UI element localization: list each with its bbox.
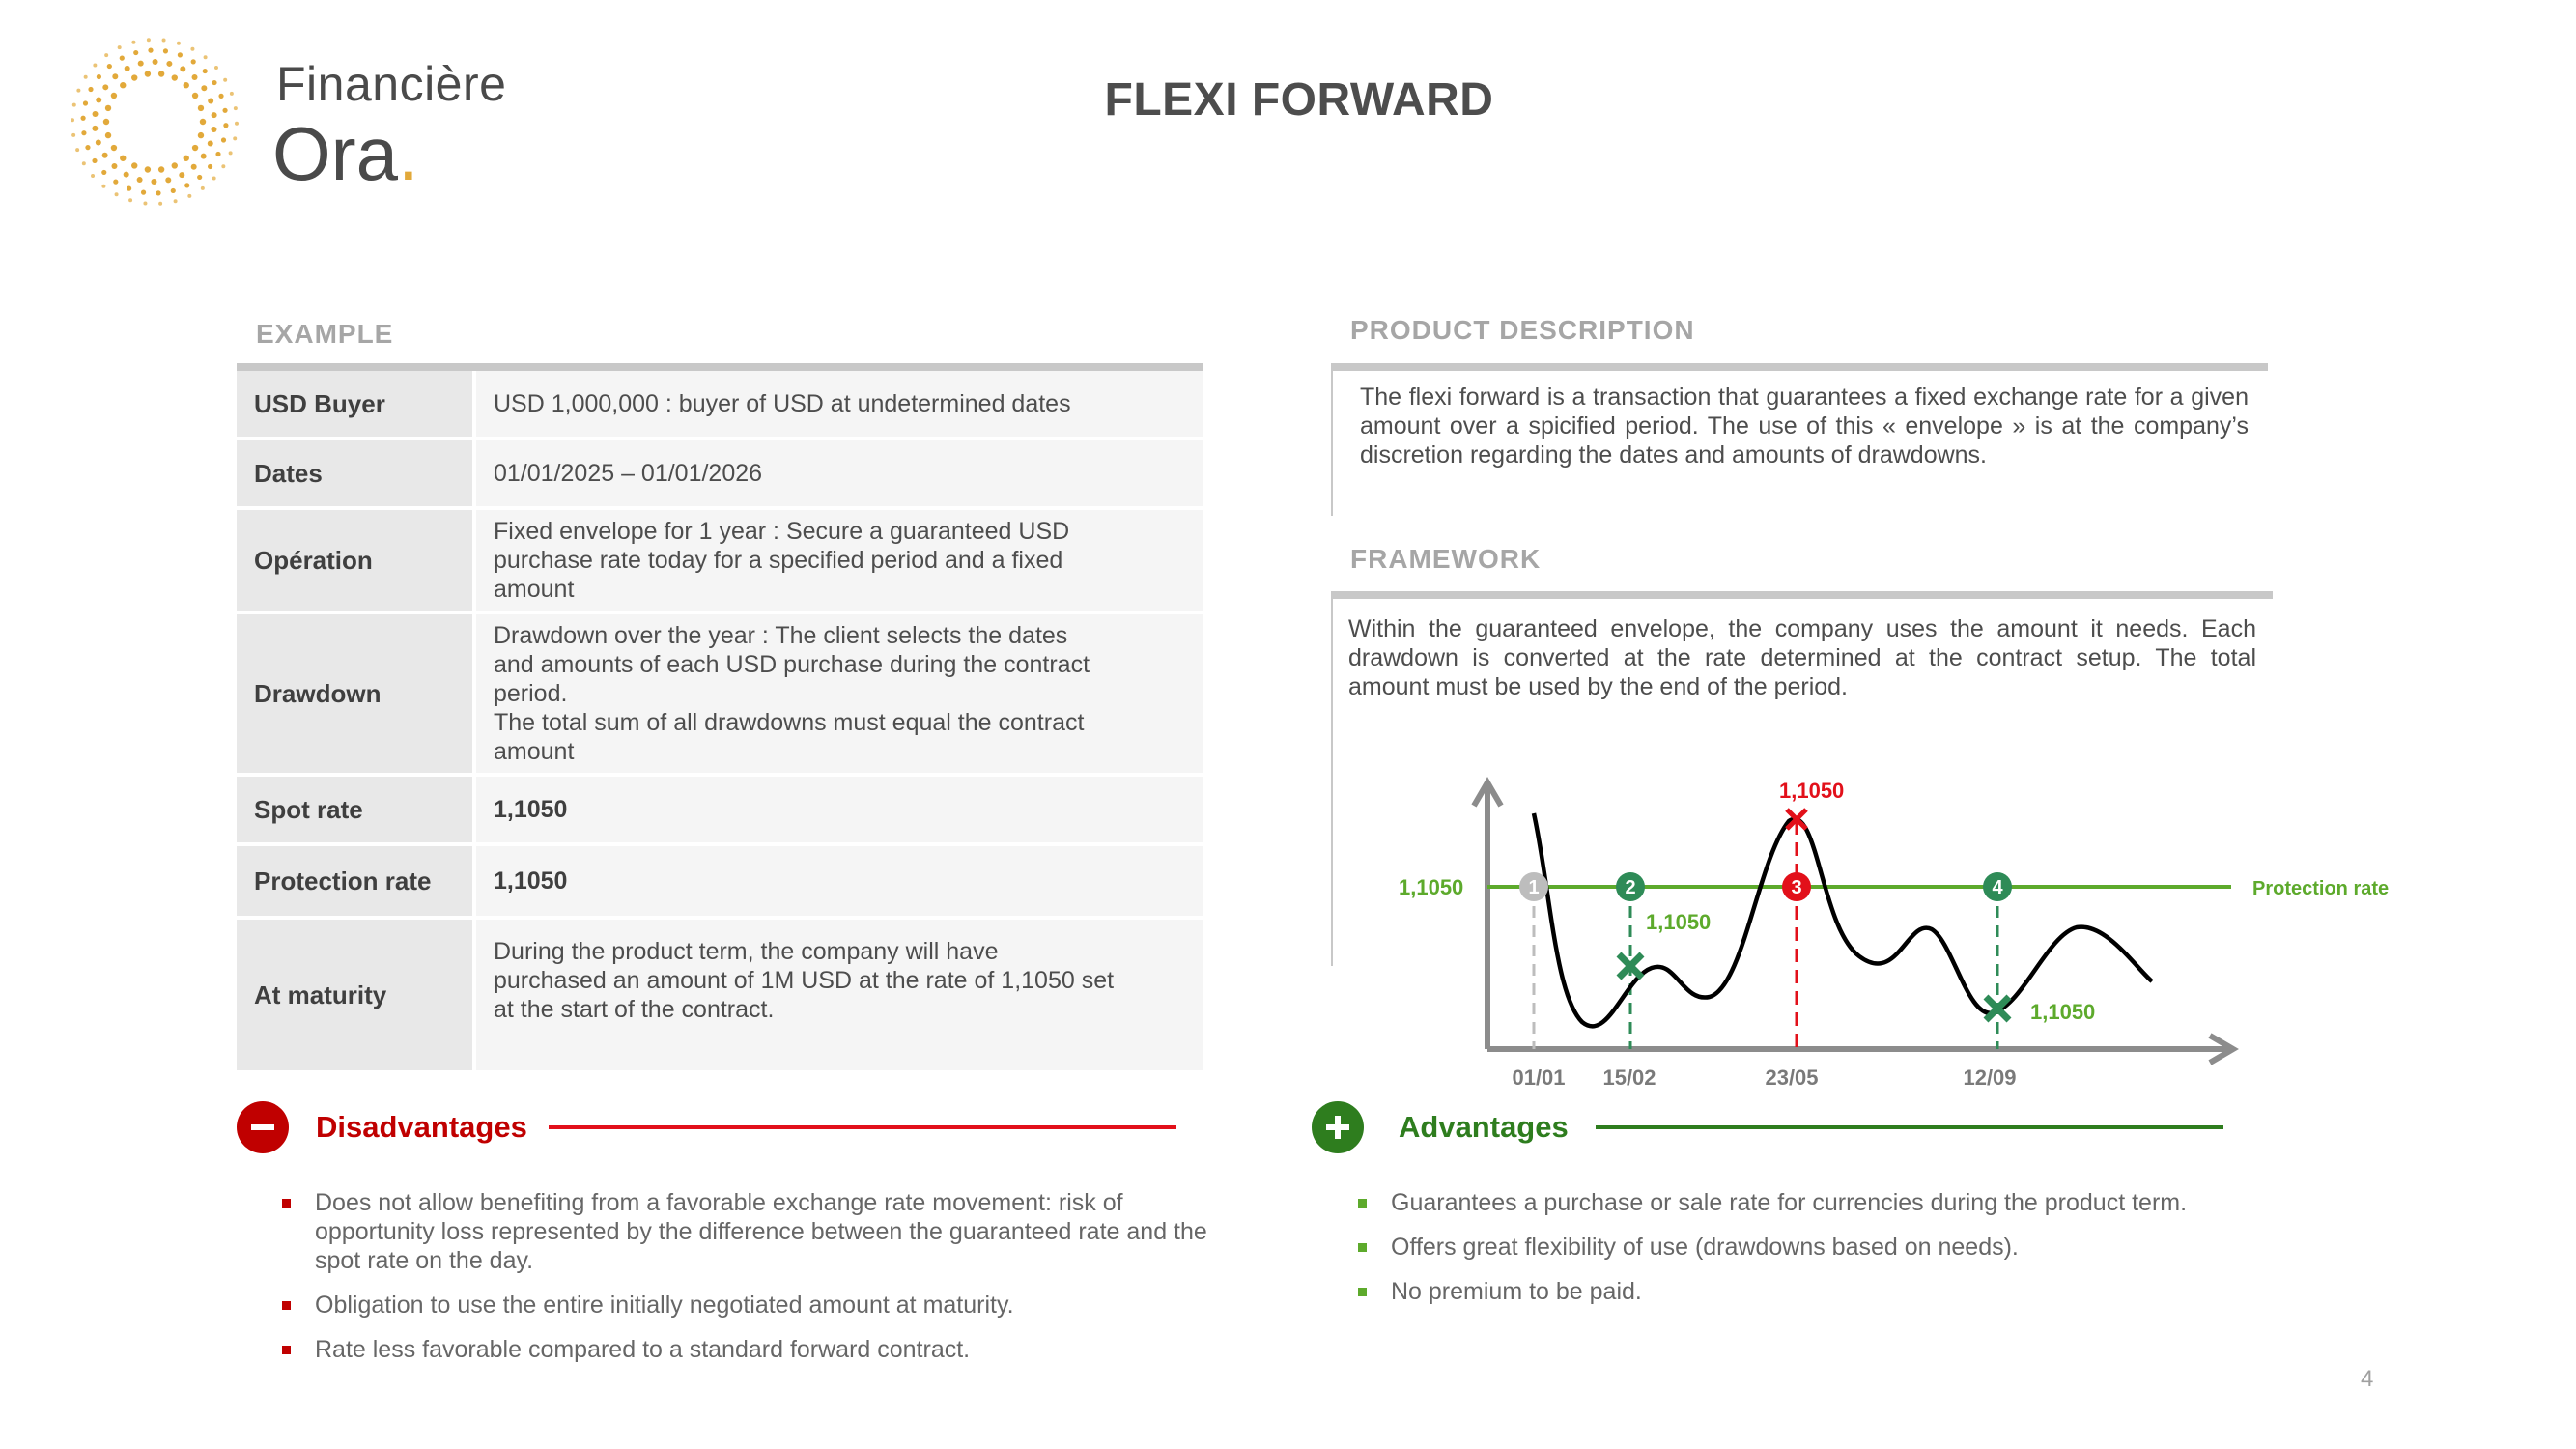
table-row	[237, 777, 1203, 846]
bullet-icon	[1358, 1199, 1367, 1208]
sun-logo-icon	[68, 35, 241, 209]
list-item: Rate less favorable compared to a standard forward contract.	[282, 1335, 1224, 1364]
list-item: Obligation to use the entire initially negotiated amount at maturity.	[282, 1291, 1224, 1320]
bullet-icon	[282, 1199, 291, 1208]
brand-name-line1: Financière	[276, 57, 507, 111]
table-row	[237, 510, 1203, 614]
row-key: Drawdown	[237, 614, 476, 773]
x-tick-label: 12/09	[1963, 1065, 2017, 1090]
drawdown-marker-4	[1983, 872, 2012, 901]
table-row	[237, 920, 1203, 1074]
example-table	[237, 363, 1203, 1074]
product-description-box	[1331, 363, 2268, 508]
drawdown-marker-3	[1782, 872, 1811, 901]
drawdown-4-rate-label: 1,1050	[2030, 1000, 2096, 1024]
marker-number: 1	[1528, 877, 1540, 898]
row-key: USD Buyer	[237, 371, 476, 437]
page-title: FLEXI FORWARD	[1104, 74, 1494, 126]
drawdown-marker-2	[1616, 872, 1645, 901]
bullet-icon	[282, 1301, 291, 1310]
row-key: At maturity	[237, 920, 476, 1070]
divider	[1596, 1125, 2223, 1129]
flexi-forward-diagram	[1372, 763, 2434, 1101]
row-key: Spot rate	[237, 777, 476, 842]
minus-icon	[237, 1101, 289, 1153]
table-row	[237, 440, 1203, 510]
x-tick-label: 15/02	[1602, 1065, 1656, 1090]
row-value: 01/01/2025 – 01/01/2026	[476, 440, 1203, 506]
row-value: Drawdown over the year : The client selects the dates and amounts of each USD purchase during the contract period. The total sum of all drawdowns must equal the contract amount	[476, 614, 1203, 773]
disadvantages-list	[282, 1188, 1224, 1379]
axes	[1474, 782, 2233, 1063]
product-description-text: The flexi forward is a transaction that guarantees a fixed exchange rate for a given amount over a spicified period. The use of this « envelope » is at the company’s discretion regarding the dates and amounts of drawdowns.	[1360, 384, 2249, 469]
list-item: Does not allow benefiting from a favorable exchange rate movement: risk of opportunity loss represented by the difference between the guaranteed rate and the spot rate on the day.	[282, 1188, 1224, 1275]
advantages-list	[1358, 1188, 2256, 1321]
row-value: Fixed envelope for 1 year : Secure a guaranteed USD purchase rate today for a specified period and a fixed amount	[476, 510, 1203, 611]
bullet-icon	[1358, 1243, 1367, 1252]
brand-logo	[68, 35, 570, 218]
row-value: 1,1050	[476, 846, 1203, 916]
framework-text: Within the guaranteed envelope, the company uses the amount it needs. Each drawdown is converted at the rate determined at the contract setup. The total amount must be used by the end of the period.	[1348, 615, 2256, 700]
example-label: EXAMPLE	[256, 319, 394, 349]
drawdown-2-rate-label: 1,1050	[1646, 910, 1712, 934]
drawdown-marker-1	[1519, 872, 1548, 901]
disadvantages-header	[237, 1101, 1176, 1153]
bullet-icon	[1358, 1288, 1367, 1296]
row-key: Protection rate	[237, 846, 476, 916]
product-description-label: PRODUCT DESCRIPTION	[1350, 315, 1695, 345]
table-row	[237, 846, 1203, 920]
marker-number: 2	[1625, 877, 1636, 898]
page-number: 4	[2361, 1366, 2374, 1392]
advantages-title: Advantages	[1399, 1110, 1569, 1144]
exchange-rate-curve	[1534, 813, 2152, 1026]
divider	[549, 1125, 1176, 1129]
advantages-header	[1312, 1101, 2223, 1153]
disadvantages-title: Disadvantages	[316, 1110, 527, 1144]
drawdown-3-rate-label: 1,1050	[1779, 779, 1845, 803]
brand-name-line2: Ora.	[272, 111, 419, 196]
row-key: Opération	[237, 510, 476, 611]
row-value: During the product term, the company will have purchased an amount of 1M USD at the rate of 1,1050 set at the start of the contract.	[476, 920, 1203, 1070]
list-item: Offers great flexibility of use (drawdowns based on needs).	[1358, 1233, 2256, 1262]
list-item: No premium to be paid.	[1358, 1277, 2256, 1306]
protection-rate-label: Protection rate	[2252, 878, 2390, 899]
x-tick-label: 01/01	[1512, 1065, 1566, 1090]
marker-number: 3	[1791, 877, 1802, 898]
divider	[1331, 599, 1333, 966]
table-row	[237, 614, 1203, 777]
framework-label: FRAMEWORK	[1350, 544, 1542, 574]
row-value: 1,1050	[476, 777, 1203, 842]
x-tick-label: 23/05	[1765, 1065, 1819, 1090]
divider	[1331, 371, 1333, 516]
table-row	[237, 371, 1203, 440]
plus-icon	[1312, 1101, 1364, 1153]
list-item: Guarantees a purchase or sale rate for currencies during the product term.	[1358, 1188, 2256, 1217]
row-key: Dates	[237, 440, 476, 506]
protection-rate-value: 1,1050	[1399, 875, 1464, 899]
bullet-icon	[282, 1346, 291, 1354]
marker-number: 4	[1992, 877, 2003, 898]
row-value: USD 1,000,000 : buyer of USD at undetermined dates	[476, 371, 1203, 437]
